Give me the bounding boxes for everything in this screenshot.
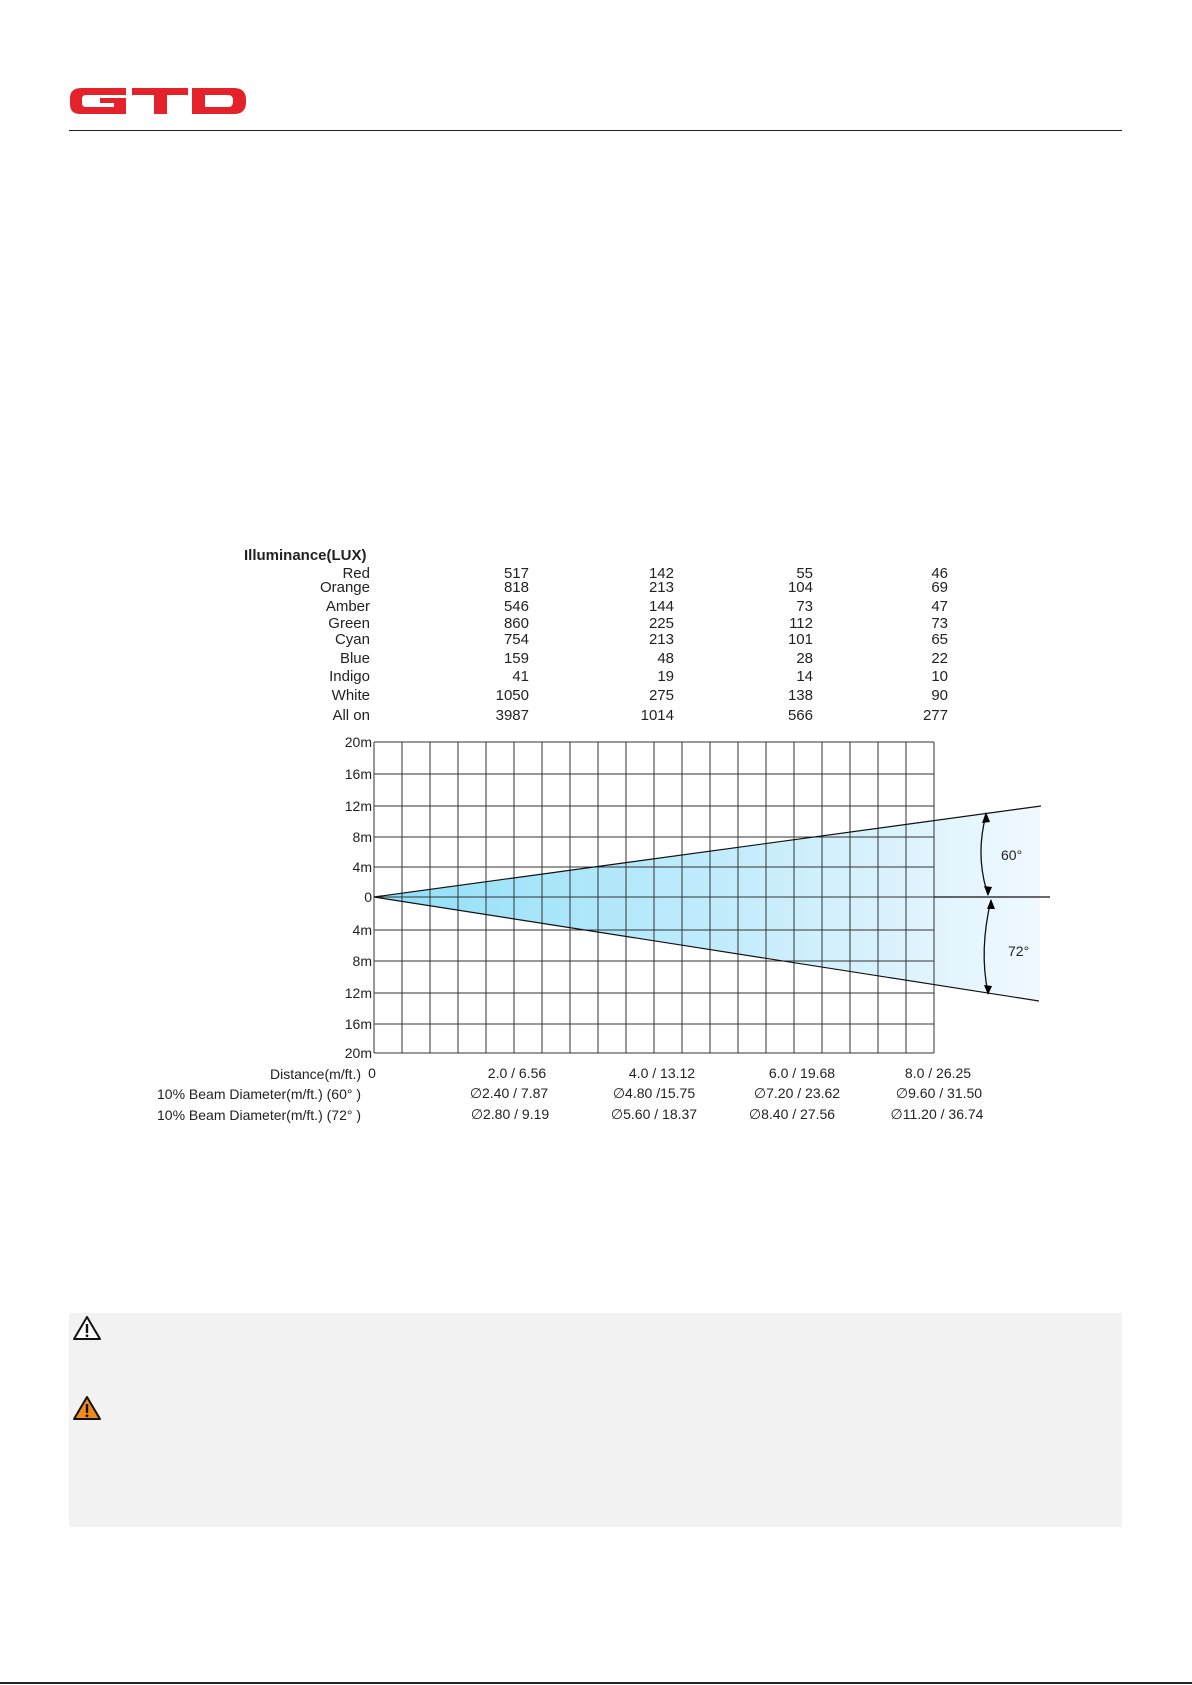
y-axis-label: 4m xyxy=(352,922,372,938)
illuminance-value: 1014 xyxy=(640,707,674,724)
illuminance-value: 213 xyxy=(648,631,674,648)
illuminance-value: 138 xyxy=(787,687,813,704)
illuminance-value: 225 xyxy=(648,615,674,632)
beam-60-value: ∅7.20 / 23.62 xyxy=(753,1085,841,1101)
warning-panel xyxy=(69,1313,1122,1527)
illuminance-color-name: Blue xyxy=(339,650,370,667)
illuminance-value: 14 xyxy=(796,668,813,685)
illuminance-value: 144 xyxy=(648,598,674,615)
illuminance-value: 112 xyxy=(789,615,813,632)
illuminance-color-name: White xyxy=(331,687,370,704)
illuminance-value: 73 xyxy=(796,598,813,615)
angle-label-lower: 72° xyxy=(1008,943,1030,959)
illuminance-value: 860 xyxy=(503,615,529,632)
illuminance-value: 3987 xyxy=(495,707,529,724)
illuminance-value: 90 xyxy=(931,687,948,704)
illuminance-value: 213 xyxy=(648,579,674,596)
illuminance-value: 754 xyxy=(503,631,529,648)
warning-orange-icon xyxy=(72,1395,102,1421)
distance-value: 2.0 / 6.56 xyxy=(487,1065,547,1081)
illuminance-value: 48 xyxy=(657,650,674,667)
illuminance-value: 142 xyxy=(648,565,674,582)
distance-value: 4.0 / 13.12 xyxy=(628,1065,696,1081)
distance-value: 6.0 / 19.68 xyxy=(768,1065,836,1081)
illuminance-value: 566 xyxy=(787,707,813,724)
beam-72-value: ∅11.20 / 36.74 xyxy=(890,1106,984,1122)
illuminance-value: 19 xyxy=(657,668,674,685)
illuminance-value: 104 xyxy=(787,579,813,596)
illuminance-value: 517 xyxy=(503,565,529,582)
beam-72-value: ∅8.40 / 27.56 xyxy=(748,1106,836,1122)
illuminance-value: 73 xyxy=(931,615,948,632)
y-axis-label: 20m xyxy=(344,734,372,750)
illuminance-color-name: Indigo xyxy=(329,668,370,685)
illuminance-value: 277 xyxy=(922,707,948,724)
illuminance-title: Illuminance(LUX) xyxy=(244,547,367,564)
warning-outline-icon xyxy=(72,1315,102,1341)
y-axis-label: 4m xyxy=(352,859,372,875)
beam-72-value: ∅2.80 / 9.19 xyxy=(470,1106,550,1122)
beam-60-value: ∅4.80 /15.75 xyxy=(612,1085,696,1101)
illuminance-value: 546 xyxy=(503,598,529,615)
beam-60-value: ∅2.40 / 7.87 xyxy=(469,1085,549,1101)
y-axis-label: 12m xyxy=(344,985,372,1001)
illuminance-color-name: Green xyxy=(328,615,370,632)
illuminance-color-name: Amber xyxy=(325,598,370,615)
illuminance-value: 101 xyxy=(787,631,813,648)
beam-fill xyxy=(374,806,1040,1000)
illuminance-color-name: All on xyxy=(332,707,370,724)
angle-label-upper: 60° xyxy=(1001,847,1023,863)
distance-label: Distance(m/ft.) xyxy=(269,1066,361,1082)
illuminance-value: 47 xyxy=(931,598,948,615)
footer-rule xyxy=(0,1682,1192,1684)
illuminance-value: 10 xyxy=(931,668,948,685)
distance-value: 8.0 / 26.25 xyxy=(904,1065,972,1081)
beam-72-value: ∅5.60 / 18.37 xyxy=(610,1106,698,1122)
illuminance-value: 69 xyxy=(931,579,948,596)
y-axis-label: 0 xyxy=(364,889,372,905)
illuminance-value: 275 xyxy=(648,687,674,704)
y-axis-label: 8m xyxy=(352,829,372,845)
illuminance-value: 46 xyxy=(931,565,948,582)
illuminance-value: 22 xyxy=(931,650,948,667)
illuminance-color-name: Red xyxy=(342,565,370,582)
illuminance-value: 28 xyxy=(796,650,813,667)
y-axis-label: 8m xyxy=(352,953,372,969)
y-axis-label: 16m xyxy=(344,1016,372,1032)
illuminance-value: 818 xyxy=(503,579,529,596)
beam-60-label: 10% Beam Diameter(m/ft.) (60° ) xyxy=(157,1086,361,1102)
illuminance-value: 1050 xyxy=(495,687,529,704)
illuminance-value: 41 xyxy=(512,668,529,685)
illuminance-color-name: Cyan xyxy=(334,631,370,648)
beam-60-value: ∅9.60 / 31.50 xyxy=(895,1085,983,1101)
illuminance-value: 159 xyxy=(503,650,529,667)
y-axis-label: 12m xyxy=(344,798,372,814)
illuminance-value: 55 xyxy=(796,565,813,582)
illuminance-color-name: Orange xyxy=(319,579,370,596)
y-axis-label: 16m xyxy=(344,766,372,782)
illuminance-value: 65 xyxy=(931,631,948,648)
y-axis-label: 20m xyxy=(344,1045,372,1061)
distance-value: 0 xyxy=(368,1065,376,1081)
beam-72-label: 10% Beam Diameter(m/ft.) (72° ) xyxy=(157,1107,361,1123)
